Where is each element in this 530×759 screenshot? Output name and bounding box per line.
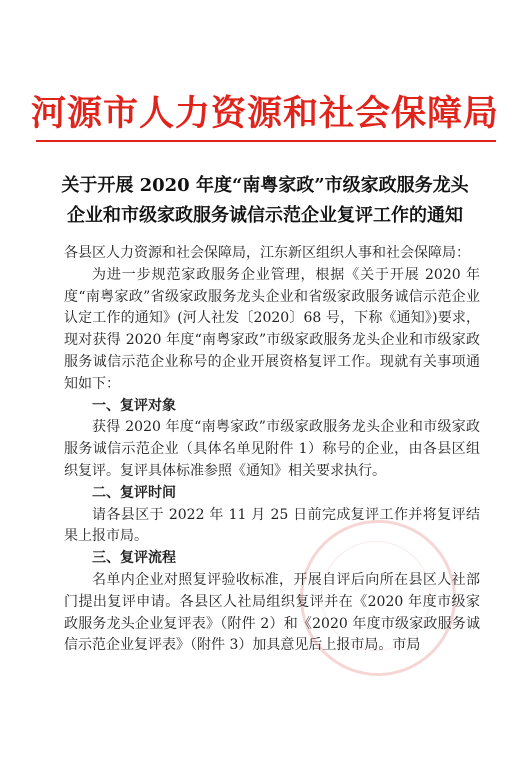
section-paragraph: 请各县区于 2022 年 11 月 25 日前完成复评工作并将复评结果上报市局。	[64, 506, 480, 545]
agency-header: 河源市人力资源和社会保障局	[30, 93, 499, 134]
section-paragraph: 名单内企业对照复评验收标准，开展自评后向所在县区人社部门提出复评申请。各县区人社局组织复评并在《2020 年度市级家政服务龙头企业复评表》（附件 2）和《2020 年度市级家政服务诚信示范企业复评表》（附件 3）加具意见后上报市局。市局	[64, 571, 480, 654]
section-paragraph: 获得 2020 年度“南粤家政”市级家政服务龙头企业和市级家政服务诚信示范企业（具体名单见附件 1）称号的企业，由各县区组织复评。复评具体标准参照《通知》相关要求执行。	[64, 419, 480, 479]
document-title-line-2: 企业和市级家政服务诚信示范企业复评工作的通知	[67, 205, 463, 226]
document-body	[64, 243, 480, 657]
header-divider	[36, 140, 496, 142]
section-heading: 三、复评流程	[92, 550, 176, 567]
section-heading: 一、复评对象	[92, 397, 176, 414]
salutation: 各县区人力资源和社会保障局，江东新区组织人事和社会保障局：	[64, 245, 470, 261]
document-title	[30, 171, 500, 231]
document-title-line-1: 关于开展 2020 年度“南粤家政”市级家政服务龙头	[61, 175, 469, 196]
intro-paragraph: 为进一步规范家政服务企业管理，根据《关于开展 2020 年度“南粤家政”省级家政服务龙头企业和省级家政服务诚信示范企业认定工作的通知》(河人社发〔2020〕68 号，下称《通知》)要求，现对获得 2020 年度“南粤家政”市级家政服务龙头企业和市级家政服务诚信示范企业称号的企业开展资格复评工作。现就有关事项通知如下：	[64, 266, 480, 392]
section-heading: 二、复评时间	[92, 484, 176, 501]
